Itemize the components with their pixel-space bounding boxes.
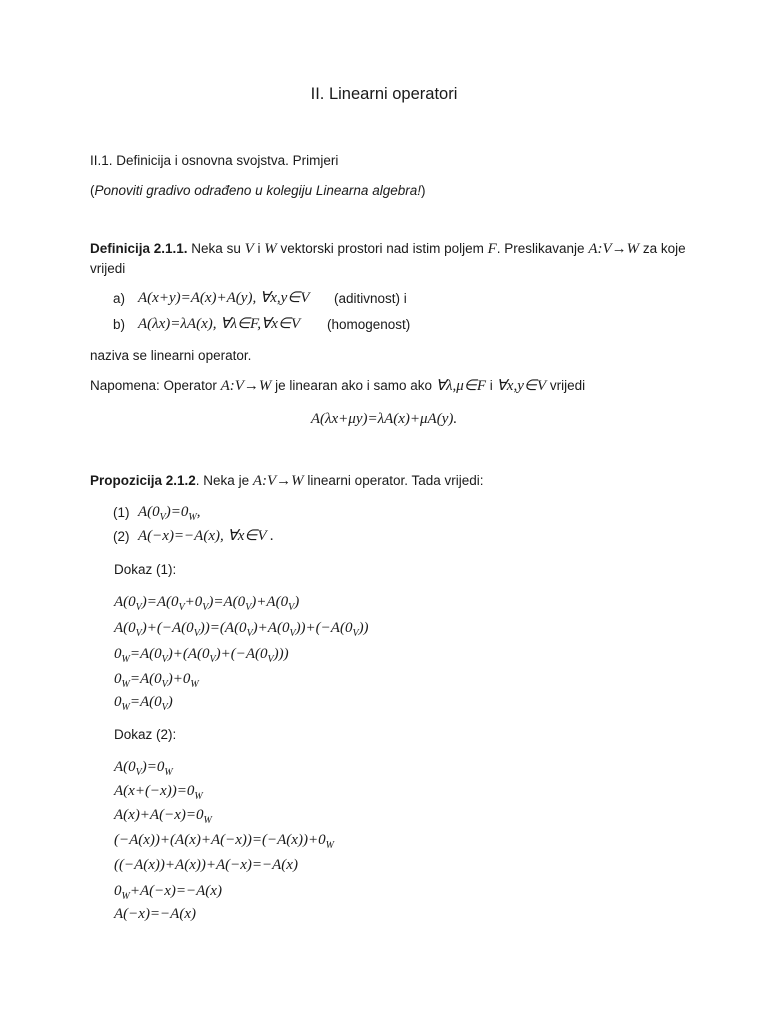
proof-2-label: Dokaz (2): bbox=[114, 727, 177, 742]
page-title: II. Linearni operatori bbox=[310, 85, 458, 103]
definition-second-line: vrijedi bbox=[90, 261, 126, 276]
proof-2-line: $A(x+(-x))=0_W$ bbox=[114, 783, 203, 802]
math-W: W bbox=[264, 241, 277, 257]
proposition-label: Propozicija 2.1.2 bbox=[90, 473, 196, 488]
proposition-item-1-label: (1) bbox=[113, 505, 130, 520]
definition-closing: naziva se linearni operator. bbox=[90, 348, 252, 363]
proof-1-line: $0_W=A(0_V)+0_W$ bbox=[114, 671, 199, 690]
math-F: F bbox=[487, 241, 497, 257]
proposition-line: Propozicija 2.1.2. Neka je A:V→W linearni operator. Tada vrijedi: bbox=[90, 473, 484, 489]
definition-item-b-label: b) bbox=[113, 317, 126, 332]
definition-first-line: Definicija 2.1.1. Neka su V i W vektorski prostori nad istim poljem F. Preslikavanje A:V→W za koje bbox=[90, 241, 686, 257]
proof-2-line: A(−x)=−A(x) bbox=[114, 906, 196, 922]
math-map: A:V→W bbox=[252, 473, 304, 489]
proof-1-line: $A(0_V)+(-A(0_V))=(A(0_V)+A(0_V))+(-A(0_V))$ bbox=[114, 620, 369, 639]
definition-item-a-label: a) bbox=[113, 291, 126, 306]
definition-item-a-math: A(x+y)=A(x)+A(y), ∀x,y∈V bbox=[138, 290, 310, 306]
proof-1-line: $0_W=A(0_V)$ bbox=[114, 694, 173, 713]
section-note: (Ponoviti gradivo odrađeno u kolegiju Linearna algebra!) bbox=[90, 183, 426, 198]
math-quantifier: ∀λ,μ∈F bbox=[435, 378, 487, 394]
math-quantifier: ∀x,y∈V bbox=[496, 378, 547, 394]
proof-2-line: $A(x)+A(-x)=0_W$ bbox=[114, 807, 212, 826]
definition-label: Definicija 2.1.1. bbox=[90, 241, 188, 256]
section-note-italic: Ponoviti gradivo odrađeno u kolegiju Linearna algebra! bbox=[94, 183, 421, 198]
definition-item-b-math: A(λx)=λA(x), ∀λ∈F,∀x∈V bbox=[138, 316, 301, 332]
proof-1-line: $0_W=A(0_V)+(A(0_V)+(-A(0_V)))$ bbox=[114, 646, 289, 665]
remark-formula: A(λx+μy)=λA(x)+μA(y). bbox=[310, 411, 458, 427]
proof-2-line: $A(0_V)=0_W$ bbox=[114, 759, 173, 778]
proof-1-label: Dokaz (1): bbox=[114, 562, 177, 577]
proof-2-line: $0_W+A(-x)=-A(x)$ bbox=[114, 883, 222, 902]
section-heading: II.1. Definicija i osnovna svojstva. Primjeri bbox=[90, 153, 339, 168]
proof-1-line: $A(0_V)=A(0_V+0_V)=A(0_V)+A(0_V)$ bbox=[114, 594, 300, 613]
proposition-item-2-math: A(−x)=−A(x), ∀x∈V . bbox=[138, 528, 274, 544]
proposition-item-2-label: (2) bbox=[113, 529, 130, 544]
definition-item-b-text: (homogenost) bbox=[327, 317, 411, 332]
definition-item-a-text: (aditivnost) i bbox=[334, 291, 407, 306]
proof-2-line: $(-A(x))+(A(x)+A(-x))=(-A(x))+0_W$ bbox=[114, 832, 334, 851]
math-V: V bbox=[244, 241, 254, 257]
math-map: A:V→W bbox=[588, 241, 640, 257]
proposition-item-1-math: $A(0_V)=0_W$, bbox=[138, 504, 201, 523]
remark-line: Napomena: Operator A:V→W je linearan ako i samo ako ∀λ,μ∈F i ∀x,y∈V vrijedi bbox=[90, 378, 586, 394]
proof-2-line: ((−A(x))+A(x))+A(−x)=−A(x) bbox=[114, 857, 298, 873]
math-map: A:V→W bbox=[220, 378, 272, 394]
